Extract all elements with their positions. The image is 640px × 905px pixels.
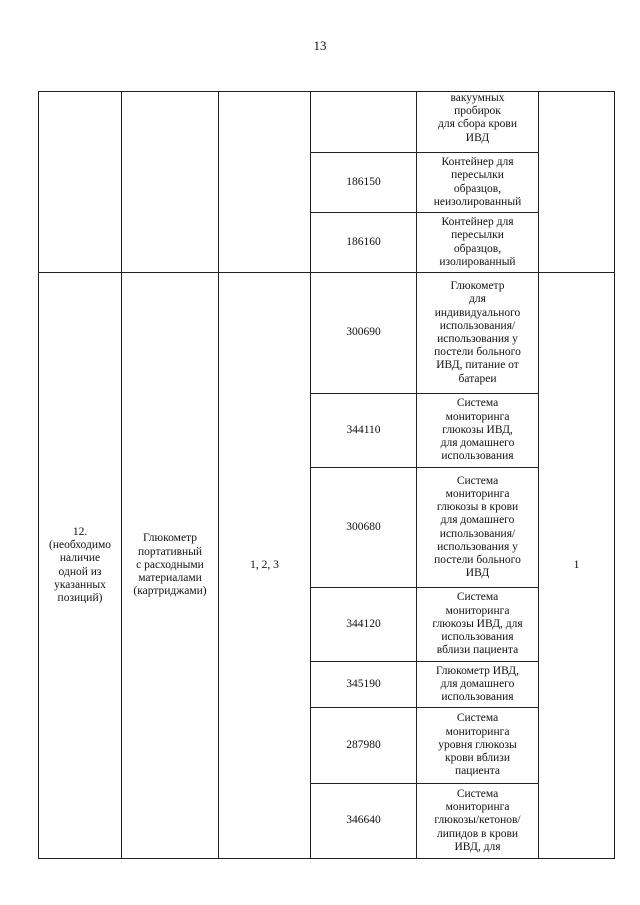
name-cell: Система мониторинга уровня глюкозы крови вблизи пациента — [417, 708, 539, 784]
code-cell: 344110 — [311, 394, 417, 468]
name-cell: Система мониторинга глюкозы/кетонов/ липидов в крови ИВД, для — [417, 784, 539, 859]
groups-cell: 1, 2, 3 — [219, 273, 311, 859]
name-cell: Глюкометр ИВД, для домашнего использования — [417, 662, 539, 708]
name-cell: вакуумных пробирок для сбора крови ИВД — [417, 92, 539, 153]
code-cell: 186160 — [311, 213, 417, 273]
name-cell: Глюкометр для индивидуального использования/ использования у постели больного ИВД, питание от батареи — [417, 273, 539, 394]
quantity-cell: 1 — [539, 273, 615, 859]
device-cell: Глюкометр портативный с расходными материалами (картриджами) — [122, 273, 219, 859]
name-cell: Система мониторинга глюкозы ИВД, для использования вблизи пациента — [417, 588, 539, 662]
name-cell: Система мониторинга глюкозы в крови для домашнего использования/ использования у постели больного ИВД — [417, 468, 539, 588]
name-cell: Контейнер для пересылки образцов, изолированный — [417, 213, 539, 273]
code-cell: 287980 — [311, 708, 417, 784]
code-cell: 345190 — [311, 662, 417, 708]
code-cell: 344120 — [311, 588, 417, 662]
name-cell: Система мониторинга глюкозы ИВД, для домашнего использования — [417, 394, 539, 468]
table-row — [39, 273, 615, 394]
name-cell: Контейнер для пересылки образцов, неизолированный — [417, 153, 539, 213]
quantity-cell-empty — [539, 92, 615, 273]
equipment-table — [38, 91, 615, 859]
code-cell: 186150 — [311, 153, 417, 213]
page-number: 13 — [313, 38, 327, 53]
table-row — [39, 92, 615, 153]
device-cell-empty — [122, 92, 219, 273]
code-cell: 300680 — [311, 468, 417, 588]
groups-cell-empty — [219, 92, 311, 273]
code-cell — [311, 92, 417, 153]
number-cell-empty — [39, 92, 122, 273]
code-cell: 300690 — [311, 273, 417, 394]
code-cell: 346640 — [311, 784, 417, 859]
item-number-cell: 12. (необходимо наличие одной из указанных позиций) — [39, 273, 122, 859]
